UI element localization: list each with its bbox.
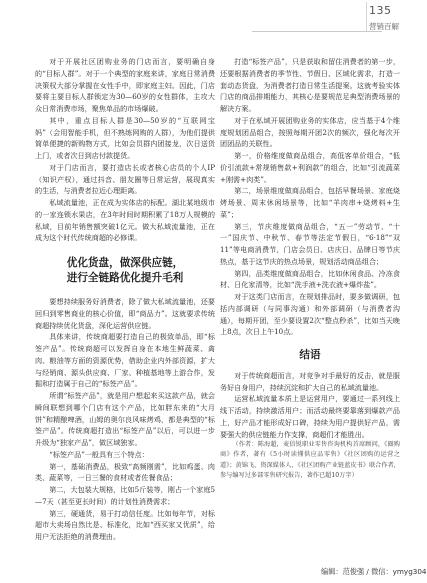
header-divider: [252, 31, 382, 32]
paragraph: 对于开展社区团购业务的门店而言，要明确自身的“目标人群”。对于一个典型的家庭来讲，家庭日常消费决策权大部分掌握在女性手中，即家庭主妇。因此，门店要将主要目标人群锁定为30—60岁的女性群体，主攻大众日常消费市场，聚焦单品的市场爆破。: [35, 57, 215, 113]
paragraph: 具体来讲，传统商超要打造自己的极致单品，即“标签产品”。传统商超可以发挥自身在本地生鲜蔬菜、禽肉、粮油等方面的资源优势，借助企业内外部资源，扩大与经销商、源头供应商、厂家、种植基地等上游合作，发掘和打造属于自己的“标签产品”。: [35, 332, 215, 389]
author-note: （作者：陈海超，麦倍锐职业零售咨询机构首席顾问，《圈购商》作者，著有《5小时读懂供应品零售》《社区团购的运营之道》；黄锦飞，资深媒体人，《社区团购产业链蓝皮书》联合作者，参与编写过多部零售研究报告，著作已超10万字）: [220, 441, 400, 479]
paragraph: 对于这类门店而言，在规划排品时，要多做调研，包括内部调研（与同事沟通）和外部调研（与消费者沟通），每期开团，至少要设置2次“整点秒杀”，比如当天晚上8点，次日上午10点。: [220, 292, 400, 337]
paragraph: 运营私域流量本质上是运营用户，要通过一系列线上线下活动，持续激活用户；而活动最终要靠落到爆款产品上，好产品才能形成好口碑，持续为用户提供好产品，需要强大的供应链能力作支撑，商超们才能胜出。: [220, 394, 400, 439]
paragraph: 对于在私域开展团购业务的实体店，应当基于4个维度规划团品组合，按照每期开团2次的频次，强化每次开团团品的关联性。: [220, 115, 400, 149]
right-column: [220, 56, 400, 481]
section-name: 营销百解: [369, 22, 399, 31]
page-header: [0, 0, 427, 52]
paragraph: 所谓“标签产品”，就是用户想起来买这款产品，就会瞬间联想到哪个门店有这个产品，比如胖东来的“大月饼”和精酿啤酒，山姆的奥尔良风味烤鸡，都是典型的“标签产品”。传统商超打造出“标签产品”以后，可以进一步升级为“独家产品”，做区域独家。: [35, 391, 215, 447]
paragraph: 打造“标签产品”，只是获取和留住消费者的第一步，还要根据消费者的季节性、节假日、区域化需求，打造一套动态货盘，为消费者打造日常生活提案。这就考验实体门店的商品排期能力，其核心是要规范足典型消费场景的解决方案。: [220, 57, 400, 113]
editor-credit: 编辑：范俊强 / 微信：ymyg304: [321, 567, 427, 576]
left-column: [35, 56, 215, 543]
paragraph: 对于门店而言，要打造店长或者核心店员的个人IP（知识产权），通过抖音、朋友圈等日常运营，展现真实的生活，与消费者拉近心理距离。: [35, 162, 215, 196]
paragraph: 私域流量池，正在成为实体店的标配。湖北某地级市的一家连锁水果店，在3年时间时期积累了18万人规模的私域，目前年销售额突破1亿元。做大私域流量池，正在成为这个时代传统商超的必修课。: [35, 198, 215, 243]
paragraph: 第四，品类维度做商品组合，比如休闲食品、冷冻食材、日化家清等，比如“洗手液+洗衣液+爆炸盐”。: [220, 268, 400, 290]
paragraph: 第二，大包装大规格，比如5斤装等，刚占一个家庭5—7天（甚至更长时间）的计划性消费需求；: [35, 485, 215, 506]
section-heading: [35, 256, 215, 286]
page-number: 135: [369, 4, 392, 17]
paragraph: 要想持续服务好消费者，除了做大私域流量池，还要回归到零售商业的核心价值，即“商品力”。这就要求传统商超持续优化货盘，深化运营供应链。: [35, 297, 215, 330]
paragraph: 对于传统商超而言，对竞争对手最好的反击，就是服务好自身用户，持续沉淀和扩大自己的私域流量池。: [220, 370, 400, 392]
paragraph: “标签产品”一般具有三个特点：: [49, 449, 149, 459]
paragraph: 其中，重点目标人群是30—50岁的“互联网宝妈”（会用智能手机，但不熟练网购的人群），为他们提供简单便捷的新购物方式，比如会员群内团接龙，次日送货上门，或者次日到店付款提货。: [35, 115, 215, 160]
header-divider-vertical: [366, 2, 367, 32]
paragraph: 第一，价格维度做商品组合，高低客单价组合，“低价引流款+常规销售款+利润款”的组合，比如“引流蔬菜+刚需+肉类”。: [220, 151, 400, 184]
section-heading-line: 进行全链路优化提升毛利: [66, 272, 184, 284]
conclusion-heading: 结语: [299, 349, 321, 361]
paragraph: 第一，基础消费品，极致“高频刚需”，比如鸡蛋、肉类、蔬菜等，一日三餐的食材或者佐餐食品；: [35, 461, 215, 483]
paragraph: 第三，节庆维度做商品组合，“五一”劳动节、“十一”国庆节、中秋节、春节等法定节假日，“6·18”“双11”等电商消费节，门店会员日、店庆日、品牌日等节庆热点，基于这节庆的热点场景，规划活动商品组合；: [220, 221, 400, 266]
paragraph: 第三，硬通货，易于打动信任度。比如每年节，对标超市大卖场自然比是、标准化，比如“西买家又优质”，给用户无法拒绝的消费理由。: [35, 508, 215, 541]
section-heading-line: 优化货盘，做深供应链，: [66, 257, 184, 269]
paragraph: 第二，场景维度做商品组合，包括早餐场景、家庭烧烤场景、周末休闲场景等，比如“羊肉串+烧烤料+生菜”；: [220, 186, 400, 219]
